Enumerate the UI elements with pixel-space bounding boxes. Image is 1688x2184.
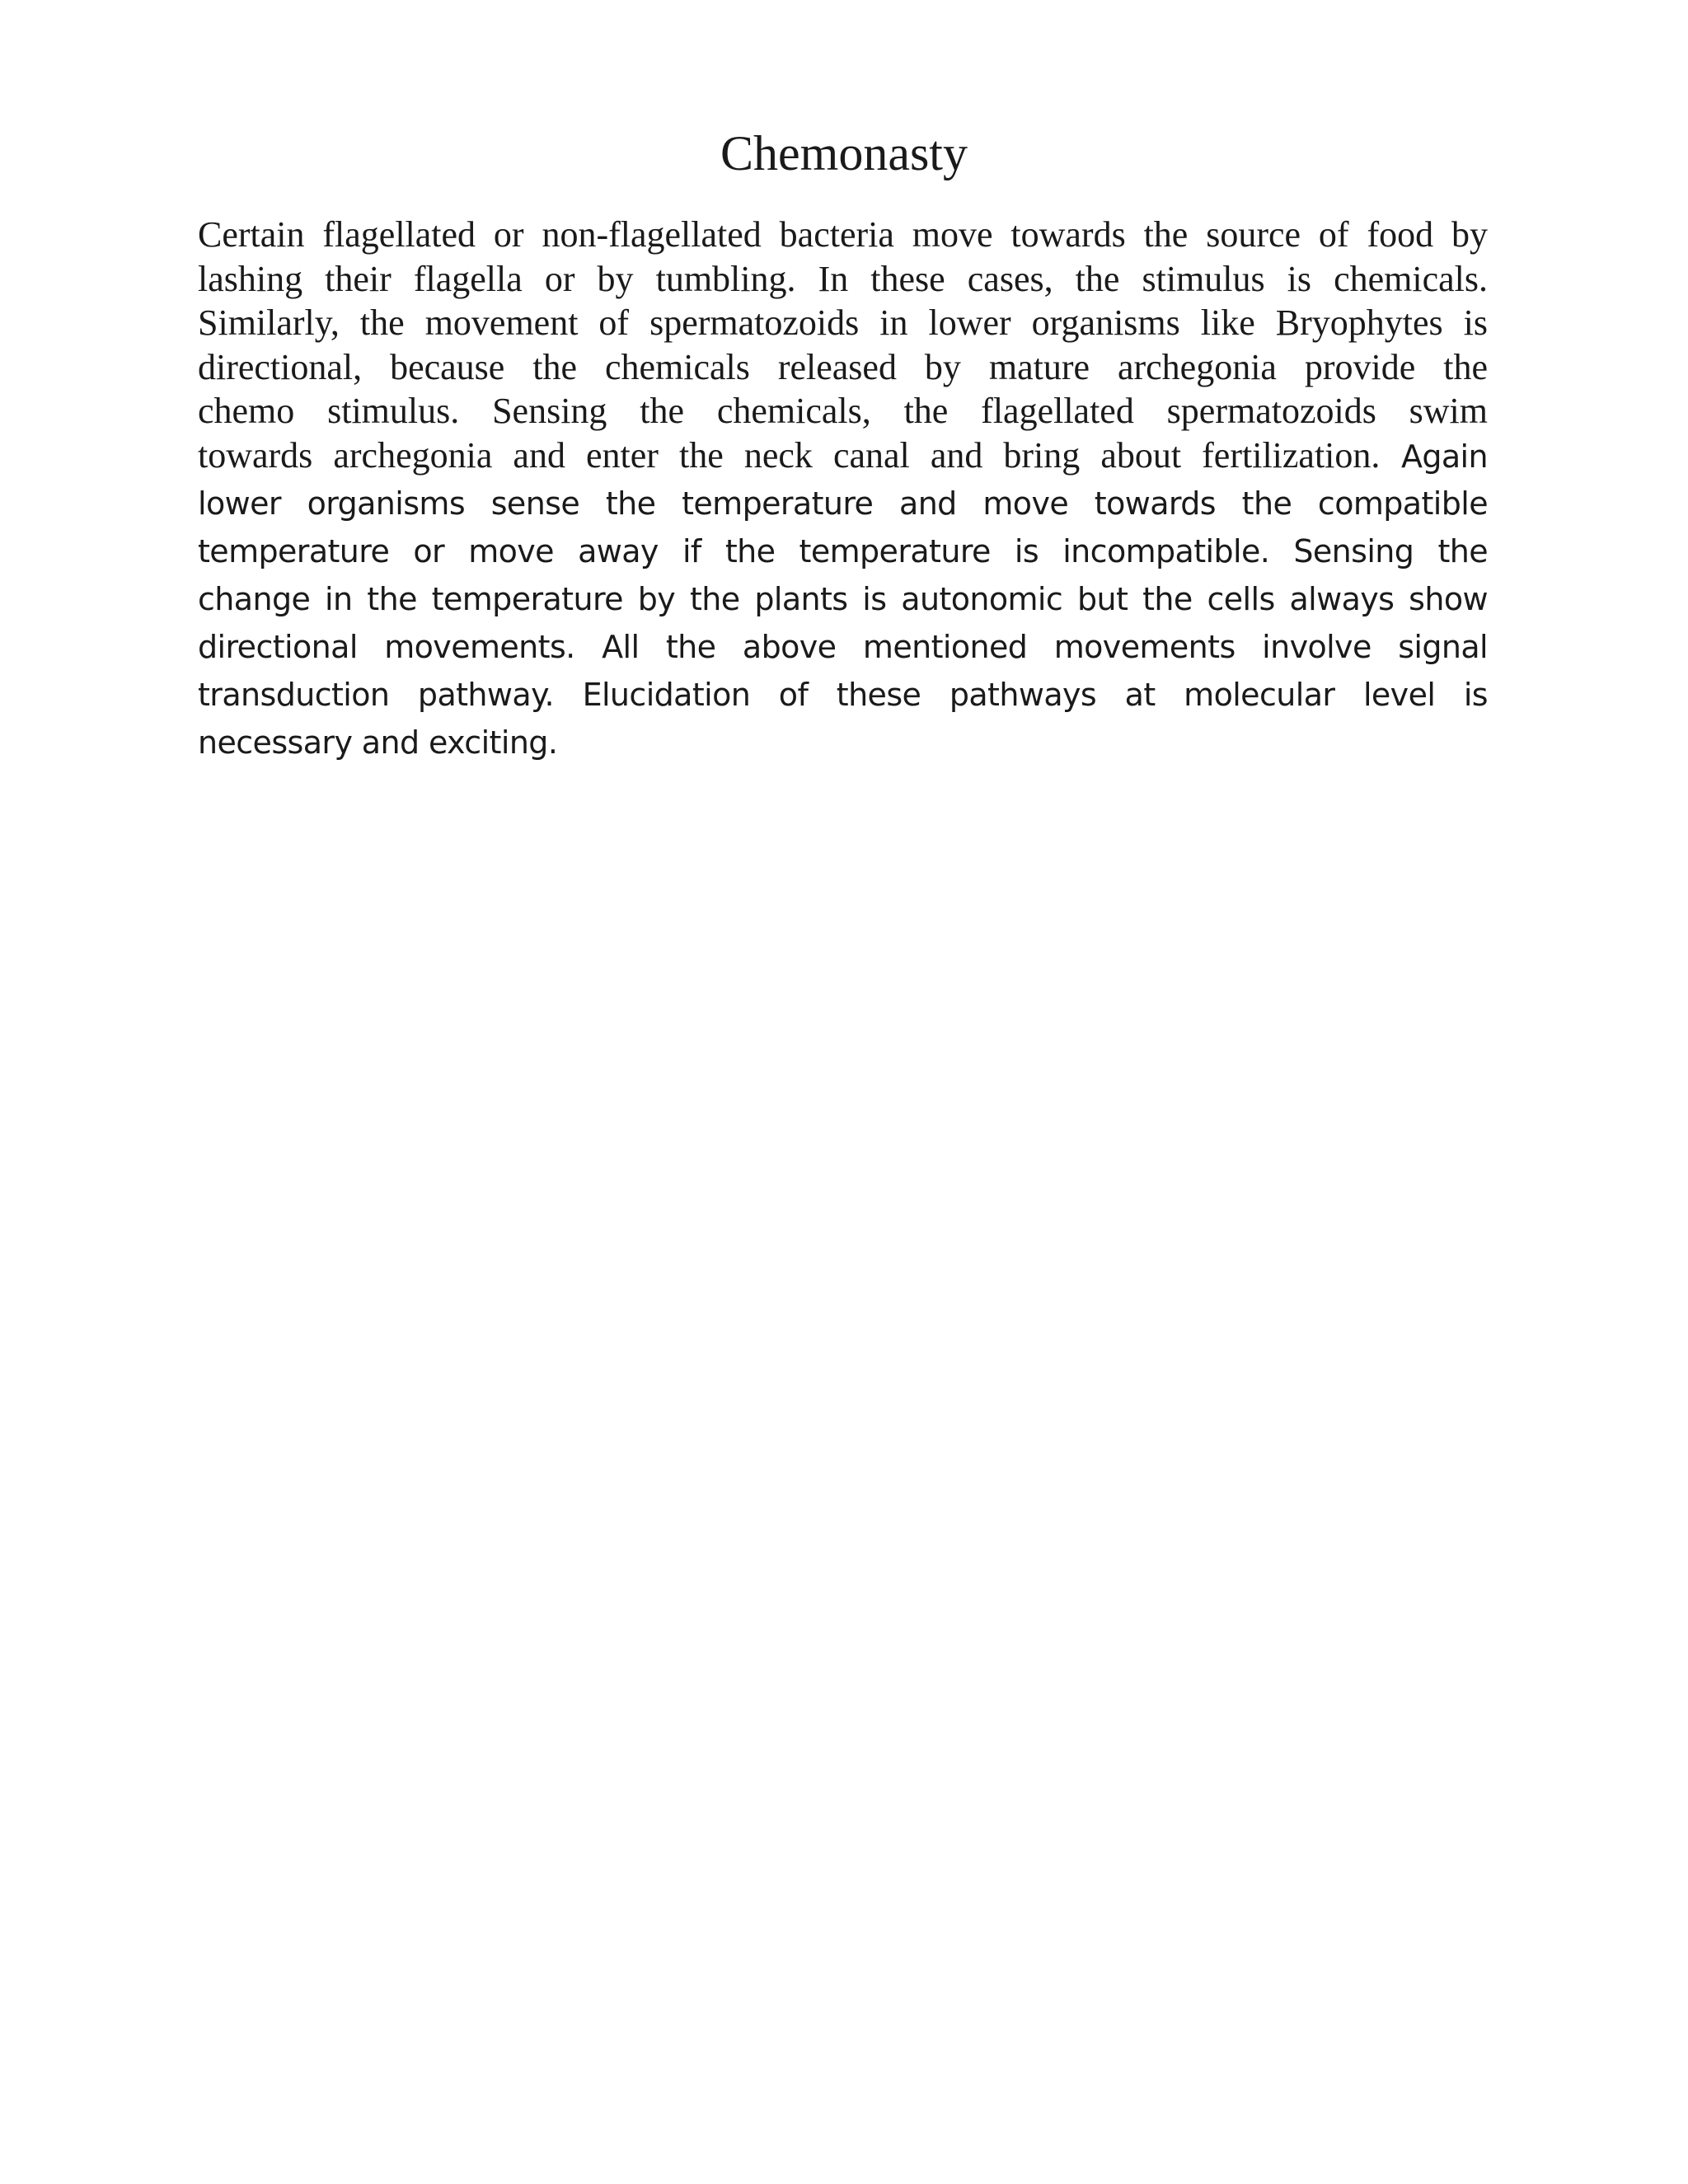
paragraph-serif-section	[198, 213, 1488, 477]
paragraph-line: temperature or move away if the temperature is incompatible. Sensing the	[198, 533, 1488, 569]
paragraph-line-mixed	[198, 434, 1488, 478]
paragraph-line: transduction pathway. Elucidation of these pathways at molecular level is	[198, 677, 1488, 713]
paragraph-sans-section	[198, 480, 1488, 766]
paragraph-line: directional, because the chemicals released by mature archegonia provide the	[198, 346, 1488, 387]
paragraph-line: Certain flagellated or non-flagellated bacteria move towards the source of food by	[198, 214, 1488, 255]
page-title: Chemonasty	[720, 126, 968, 180]
paragraph-line-serif-segment: towards archegonia and enter the neck canal and bring about fertilization.	[198, 434, 1381, 476]
paragraph-line: lower organisms sense the temperature and move towards the compatible	[198, 485, 1488, 522]
paragraph-line-sans-segment: Again	[1380, 438, 1488, 475]
paragraph-line-last: necessary and exciting.	[198, 724, 558, 761]
paragraph-line: directional movements. All the above mentioned movements involve signal	[198, 629, 1488, 665]
paragraph-line: change in the temperature by the plants is autonomic but the cells always show	[198, 581, 1488, 617]
paragraph-line: Similarly, the movement of spermatozoids in lower organisms like Bryophytes is	[198, 302, 1488, 343]
paragraph-line: chemo stimulus. Sensing the chemicals, the flagellated spermatozoids swim	[198, 391, 1488, 431]
paragraph-line: lashing their flagella or by tumbling. In these cases, the stimulus is chemicals.	[198, 258, 1488, 299]
